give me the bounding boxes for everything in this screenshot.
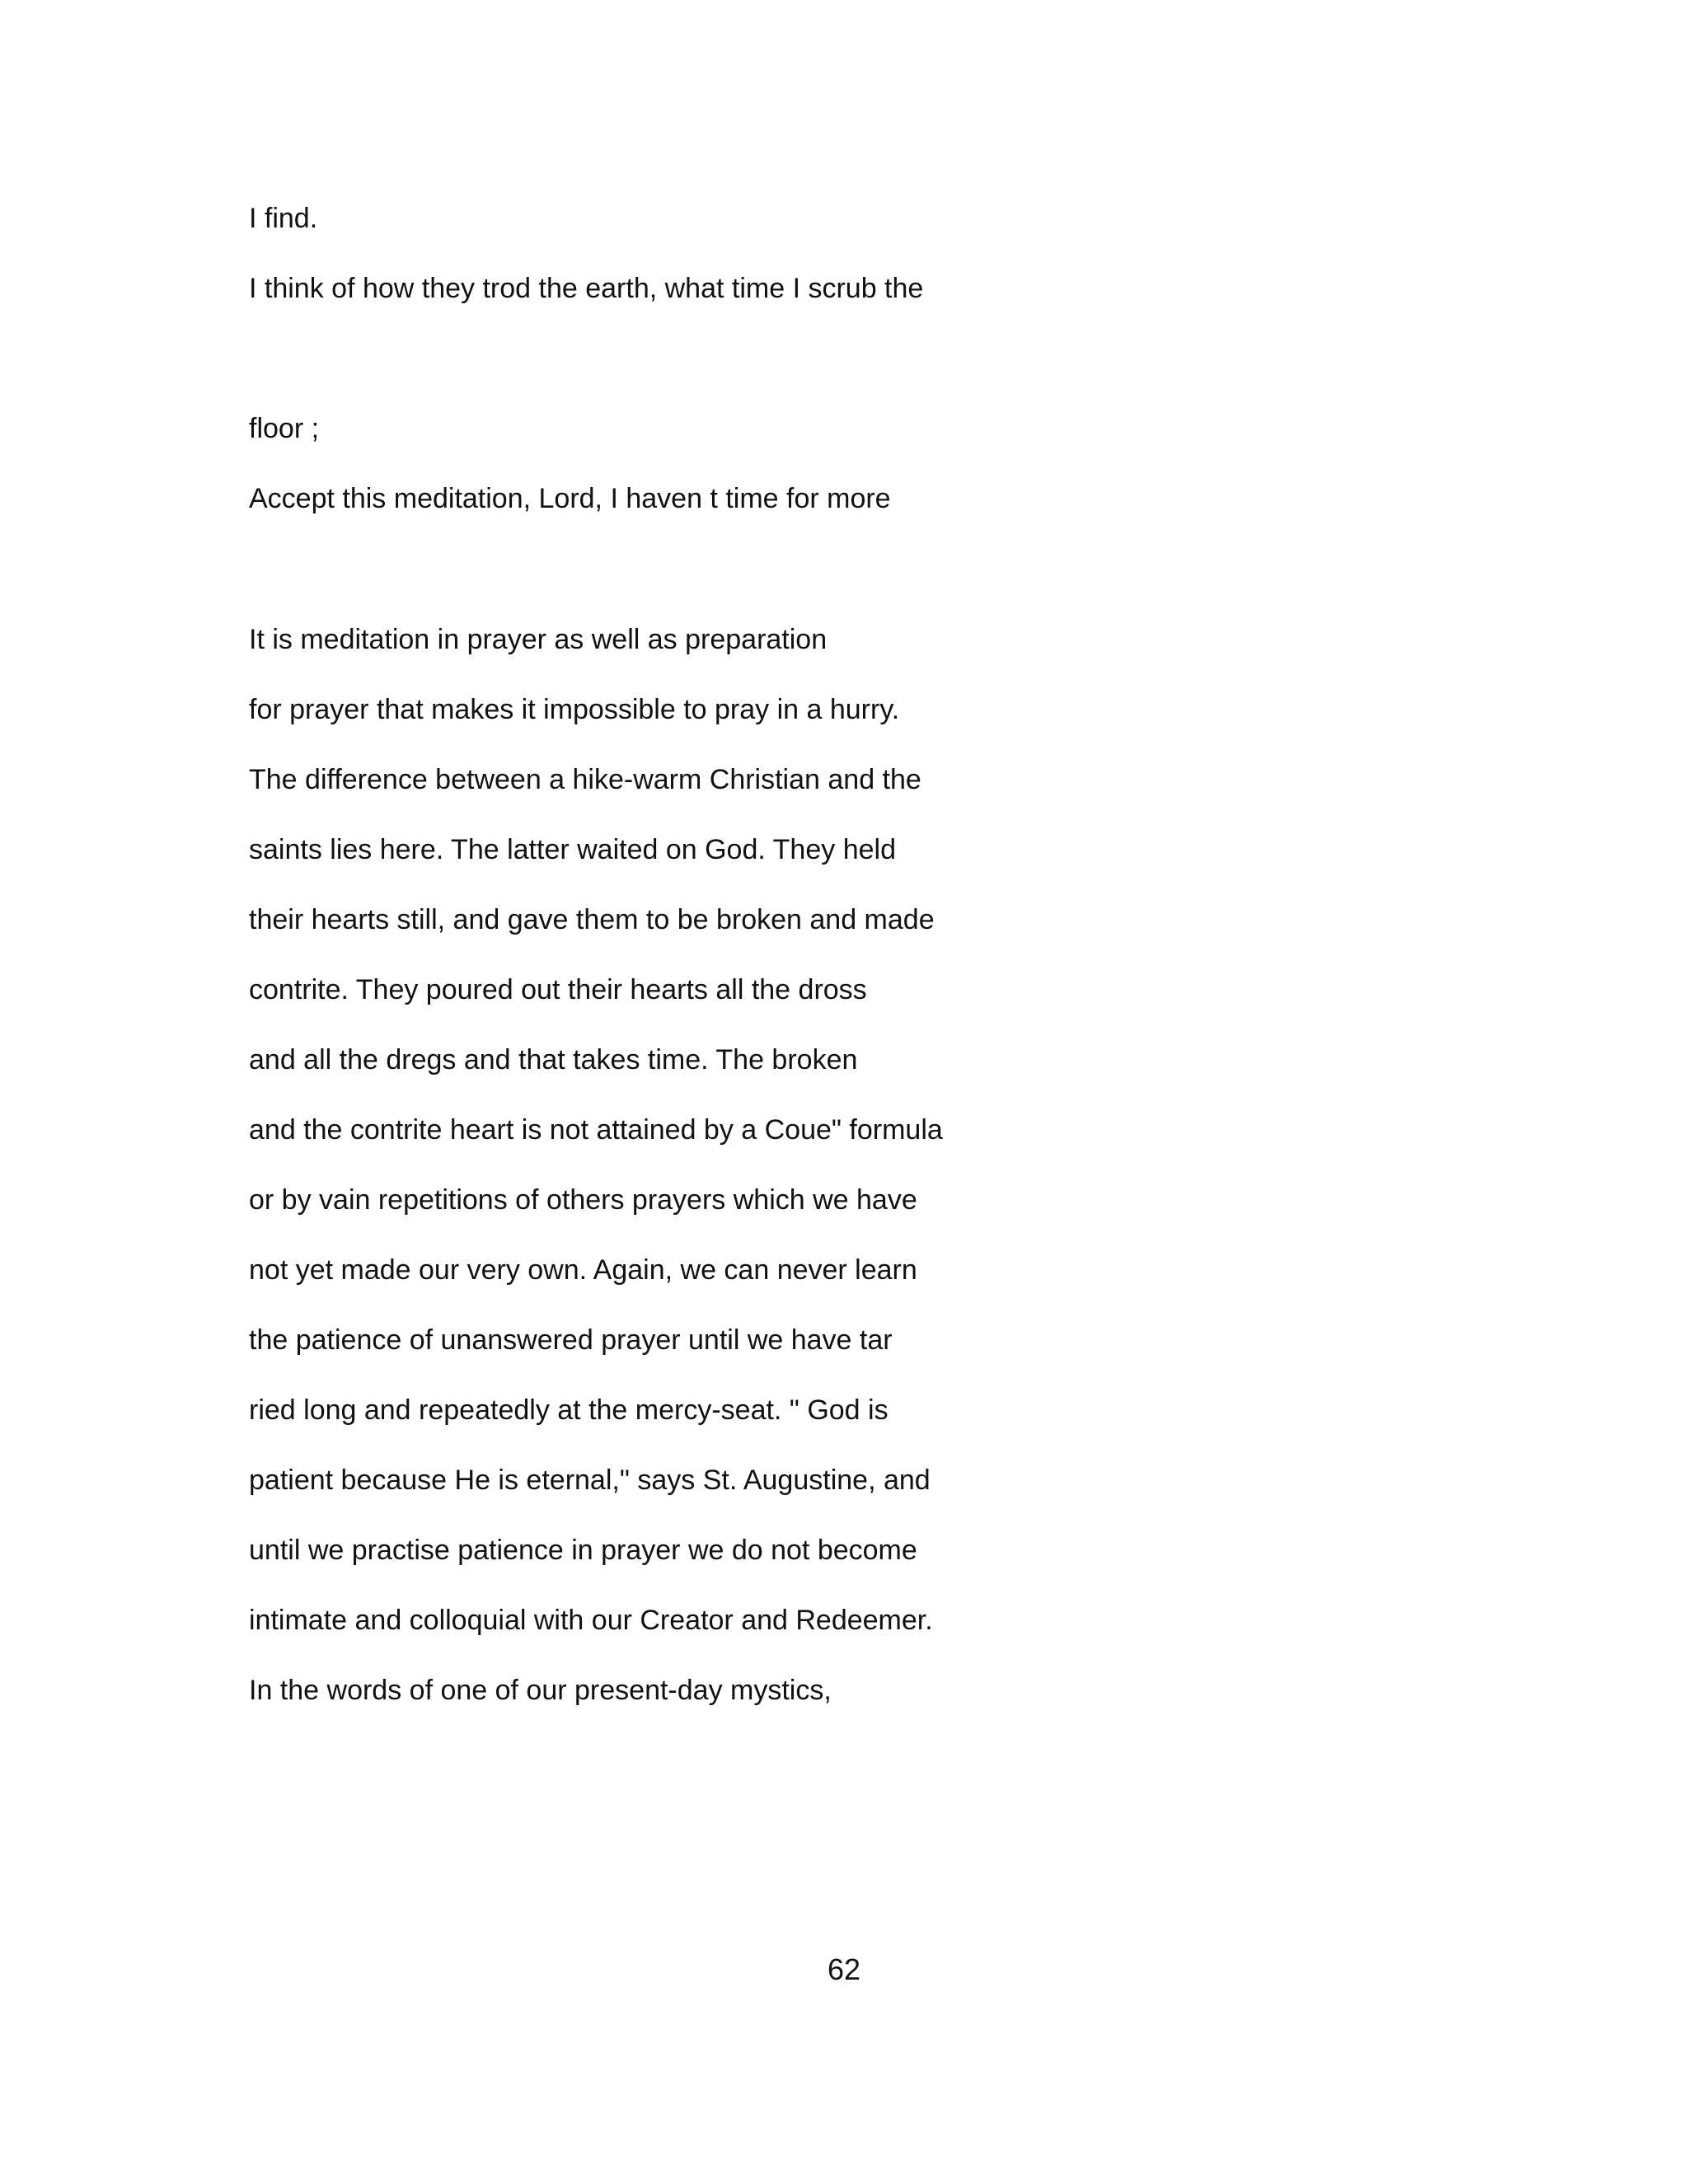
text-line: until we practise patience in prayer we do not become <box>249 1535 917 1566</box>
text-line: patient because He is eternal," says St. Augustine, and <box>249 1465 931 1496</box>
text-line: for prayer that makes it impossible to pray in a hurry. <box>249 694 900 725</box>
text-line: The difference between a hike-warm Christian and the <box>249 764 921 795</box>
text-line: In the words of one of our present-day mystics, <box>249 1675 832 1706</box>
text-line: intimate and colloquial with our Creator and Redeemer. <box>249 1605 933 1636</box>
text-line: ried long and repeatedly at the mercy-seat. " God is <box>249 1394 889 1426</box>
text-line: the patience of unanswered prayer until we have tar <box>249 1324 893 1356</box>
page-number: 62 <box>827 1952 861 1986</box>
text-line: I find. <box>249 203 318 234</box>
text-line: floor ; <box>249 413 320 444</box>
text-line: and all the dregs and that takes time. The broken <box>249 1044 858 1076</box>
text-line: saints lies here. The latter waited on God. They held <box>249 834 896 865</box>
text-line: not yet made our very own. Again, we can never learn <box>249 1254 917 1286</box>
text-line: contrite. They poured out their hearts all the dross <box>249 974 867 1005</box>
text-line: and the contrite heart is not attained by a Coue" formula <box>249 1114 943 1146</box>
text-line: I think of how they trod the earth, what time I scrub the <box>249 273 924 304</box>
text-line: Accept this meditation, Lord, I haven t time for more <box>249 483 891 514</box>
text-line: It is meditation in prayer as well as preparation <box>249 624 828 655</box>
text-line: or by vain repetitions of others prayers which we have <box>249 1184 917 1216</box>
text-line: their hearts still, and gave them to be broken and made <box>249 904 935 935</box>
